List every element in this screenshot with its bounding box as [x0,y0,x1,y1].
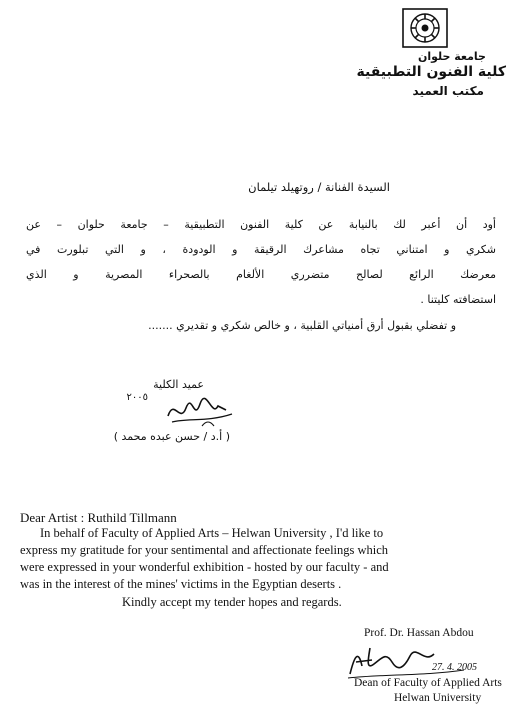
arabic-body-line-4: استضافته كليتنا . [420,293,496,306]
arabic-salutation: السيدة الفنانة / روتهيلد تيلمان [248,180,390,194]
arabic-signature [128,388,248,434]
english-signer-title: Dean of Faculty of Applied Arts [354,677,502,689]
english-salutation: Dear Artist : Ruthild Tillmann [20,510,177,525]
university-seal-icon [402,8,448,48]
letterhead-faculty: كلية الفنون التطبيقية [356,64,506,80]
english-signer-university: Helwan University [394,692,482,704]
arabic-body-line-1: أود أن أعبر لك بالنيابة عن كلية الفنون التطبيقية – جامعة حلوان – عن [26,218,496,231]
arabic-body-line-3: معرضك الرائع لصالح متضرري الألغام بالصحراء المصرية و الذي [26,268,496,281]
english-closing: Kindly accept my tender hopes and regards. [122,595,342,609]
english-signature [344,640,484,682]
english-body-line-2: express my gratitude for your sentimental and affectionate feelings which [20,543,389,557]
arabic-date: ٢٠٠٥ [126,392,148,403]
english-body-line-3: were expressed in your wonderful exhibition - hosted by our faculty - and [20,560,389,574]
arabic-dean-label: عميد الكلية [153,378,204,391]
english-body-line-1: In behalf of Faculty of Applied Arts – Helwan University , I'd like to [40,526,384,540]
arabic-closing: و تفضلي بقبول أرق أمنياتي القلبية ، و خالص شكري و تقديري ....... [148,319,456,332]
english-signature-date: 27. 4. 2005 [432,662,477,673]
arabic-body-line-2: شكري و امتناني تجاه مشاعرك الرقيقة و الودودة ، و التي تبلورت في [26,243,496,256]
letterhead-university: جامعة حلوان [417,50,486,63]
english-body-line-4: was in the interest of the mines' victims in the Egyptian deserts . [20,577,342,591]
letterhead-office: مكتب العميد [412,84,484,98]
arabic-signer-name: ( أ.د / حسن عبده محمد ) [113,430,230,443]
english-signer-name: Prof. Dr. Hassan Abdou [364,627,474,639]
